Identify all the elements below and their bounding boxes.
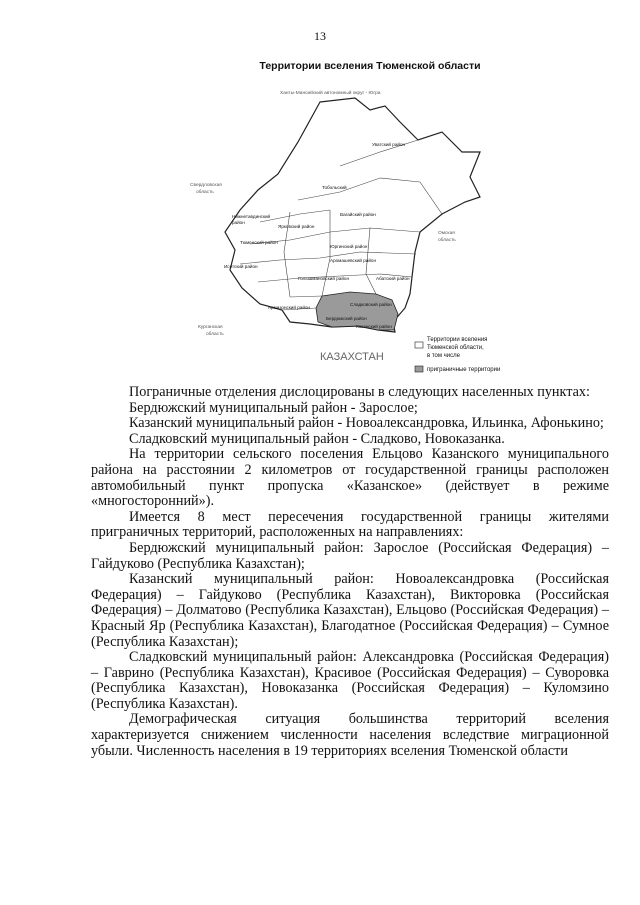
- district-label: Нижнетавдинский: [232, 214, 271, 219]
- region-label-west: Свердловская: [190, 183, 222, 188]
- legend-text: в том числе: [427, 353, 460, 359]
- region-label-southwest: Курганская: [198, 325, 223, 330]
- district-label: Исетский район: [224, 264, 258, 269]
- district-label: Бердюжский район: [326, 316, 367, 321]
- district-label: Тюменский район: [240, 240, 278, 245]
- tyumen-region-map: [180, 82, 540, 382]
- paragraph: Сладковский муниципальный район - Сладково, Новоказанка.: [129, 430, 505, 447]
- region-label-east: Омская: [438, 231, 455, 236]
- paragraph: Сладковский муниципальный район: Александровка (Российская Федерация) – Гаврино (Республика Казахстан), Красивое (Российская Федерация) – Суворовка (Республика Казахстан), Новоказанка (Российская Федерация) – Куломзино (Республика Казахстан).: [91, 649, 609, 712]
- paragraph: Бердюжский муниципальный район - Зарослое;: [129, 399, 418, 416]
- district-label: район: [232, 220, 245, 225]
- map-title: Территории вселения Тюменской области: [259, 60, 481, 72]
- paragraph: Казанский муниципальный район - Новоалександровка, Ильинка, Афонькино;: [129, 415, 604, 432]
- legend-swatch-settlement: [415, 342, 423, 348]
- district-label: Казанский район: [356, 324, 392, 329]
- paragraph: На территории сельского поселения Ельцово Казанского муниципального района на расстоянии 2 километров от государственной границы расположен автомобильный пункт пропуска «Казанское» (действует в режиме «многосторонний»).: [91, 446, 609, 510]
- district-label: Армизонский район: [268, 305, 310, 310]
- region-label-north: Ханты-Мансийский автономный округ - Югра: [280, 91, 381, 96]
- region-label-southwest: область: [206, 332, 224, 337]
- region-label-west: область: [196, 190, 214, 195]
- district-label: Вагайский район: [340, 212, 376, 217]
- legend-text: Территории вселения: [427, 337, 488, 343]
- legend-text: приграничные территории: [427, 367, 501, 373]
- paragraph: Бердюжский муниципальный район: Зарослое (Российская Федерация) – Гайдуково (Республика Казахстан);: [91, 539, 609, 572]
- district-label: Уватский район: [372, 142, 406, 147]
- district-label: Сладковский район: [350, 302, 392, 307]
- region-label-south: КАЗАХСТАН: [320, 351, 384, 363]
- page-number: 13: [314, 29, 326, 43]
- body-text: [91, 385, 609, 759]
- district-label: Голышмановский район: [298, 276, 349, 281]
- map-legend: [415, 337, 500, 373]
- region-label-east: область: [438, 238, 456, 243]
- paragraph: Пограничные отделения дислоцированы в следующих населенных пунктах:: [129, 384, 590, 400]
- district-label: Тобольский: [322, 185, 347, 190]
- legend-text: Тюменской области,: [427, 345, 484, 351]
- paragraph: Имеется 8 мест пересечения государственной границы жителями приграничных территорий, расположенных на направлениях:: [91, 508, 609, 541]
- legend-swatch-border: [415, 366, 423, 372]
- district-label: Абатский район: [376, 276, 410, 281]
- district-label: Юргинский район: [330, 244, 368, 249]
- paragraph: Демографическая ситуация большинства территорий вселения характеризуется снижением численности населения вследствие миграционной убыли. Численность населения в 19 территориях вселения Тюменской области: [91, 711, 609, 759]
- district-label: Ярковский район: [278, 224, 315, 229]
- district-label: Аромашевский район: [330, 258, 376, 263]
- paragraph: Казанский муниципальный район: Новоалександровка (Российская Федерация) – Гайдуково (Республика Казахстан), Викторовка (Российская Федерация) – Долматово (Республика Казахстан), Ельцово (Российская Федерация) – Красный Яр (Республика Казахстан), Благодатное (Российская Федерация) – Сумное (Республика Казахстан);: [91, 571, 609, 650]
